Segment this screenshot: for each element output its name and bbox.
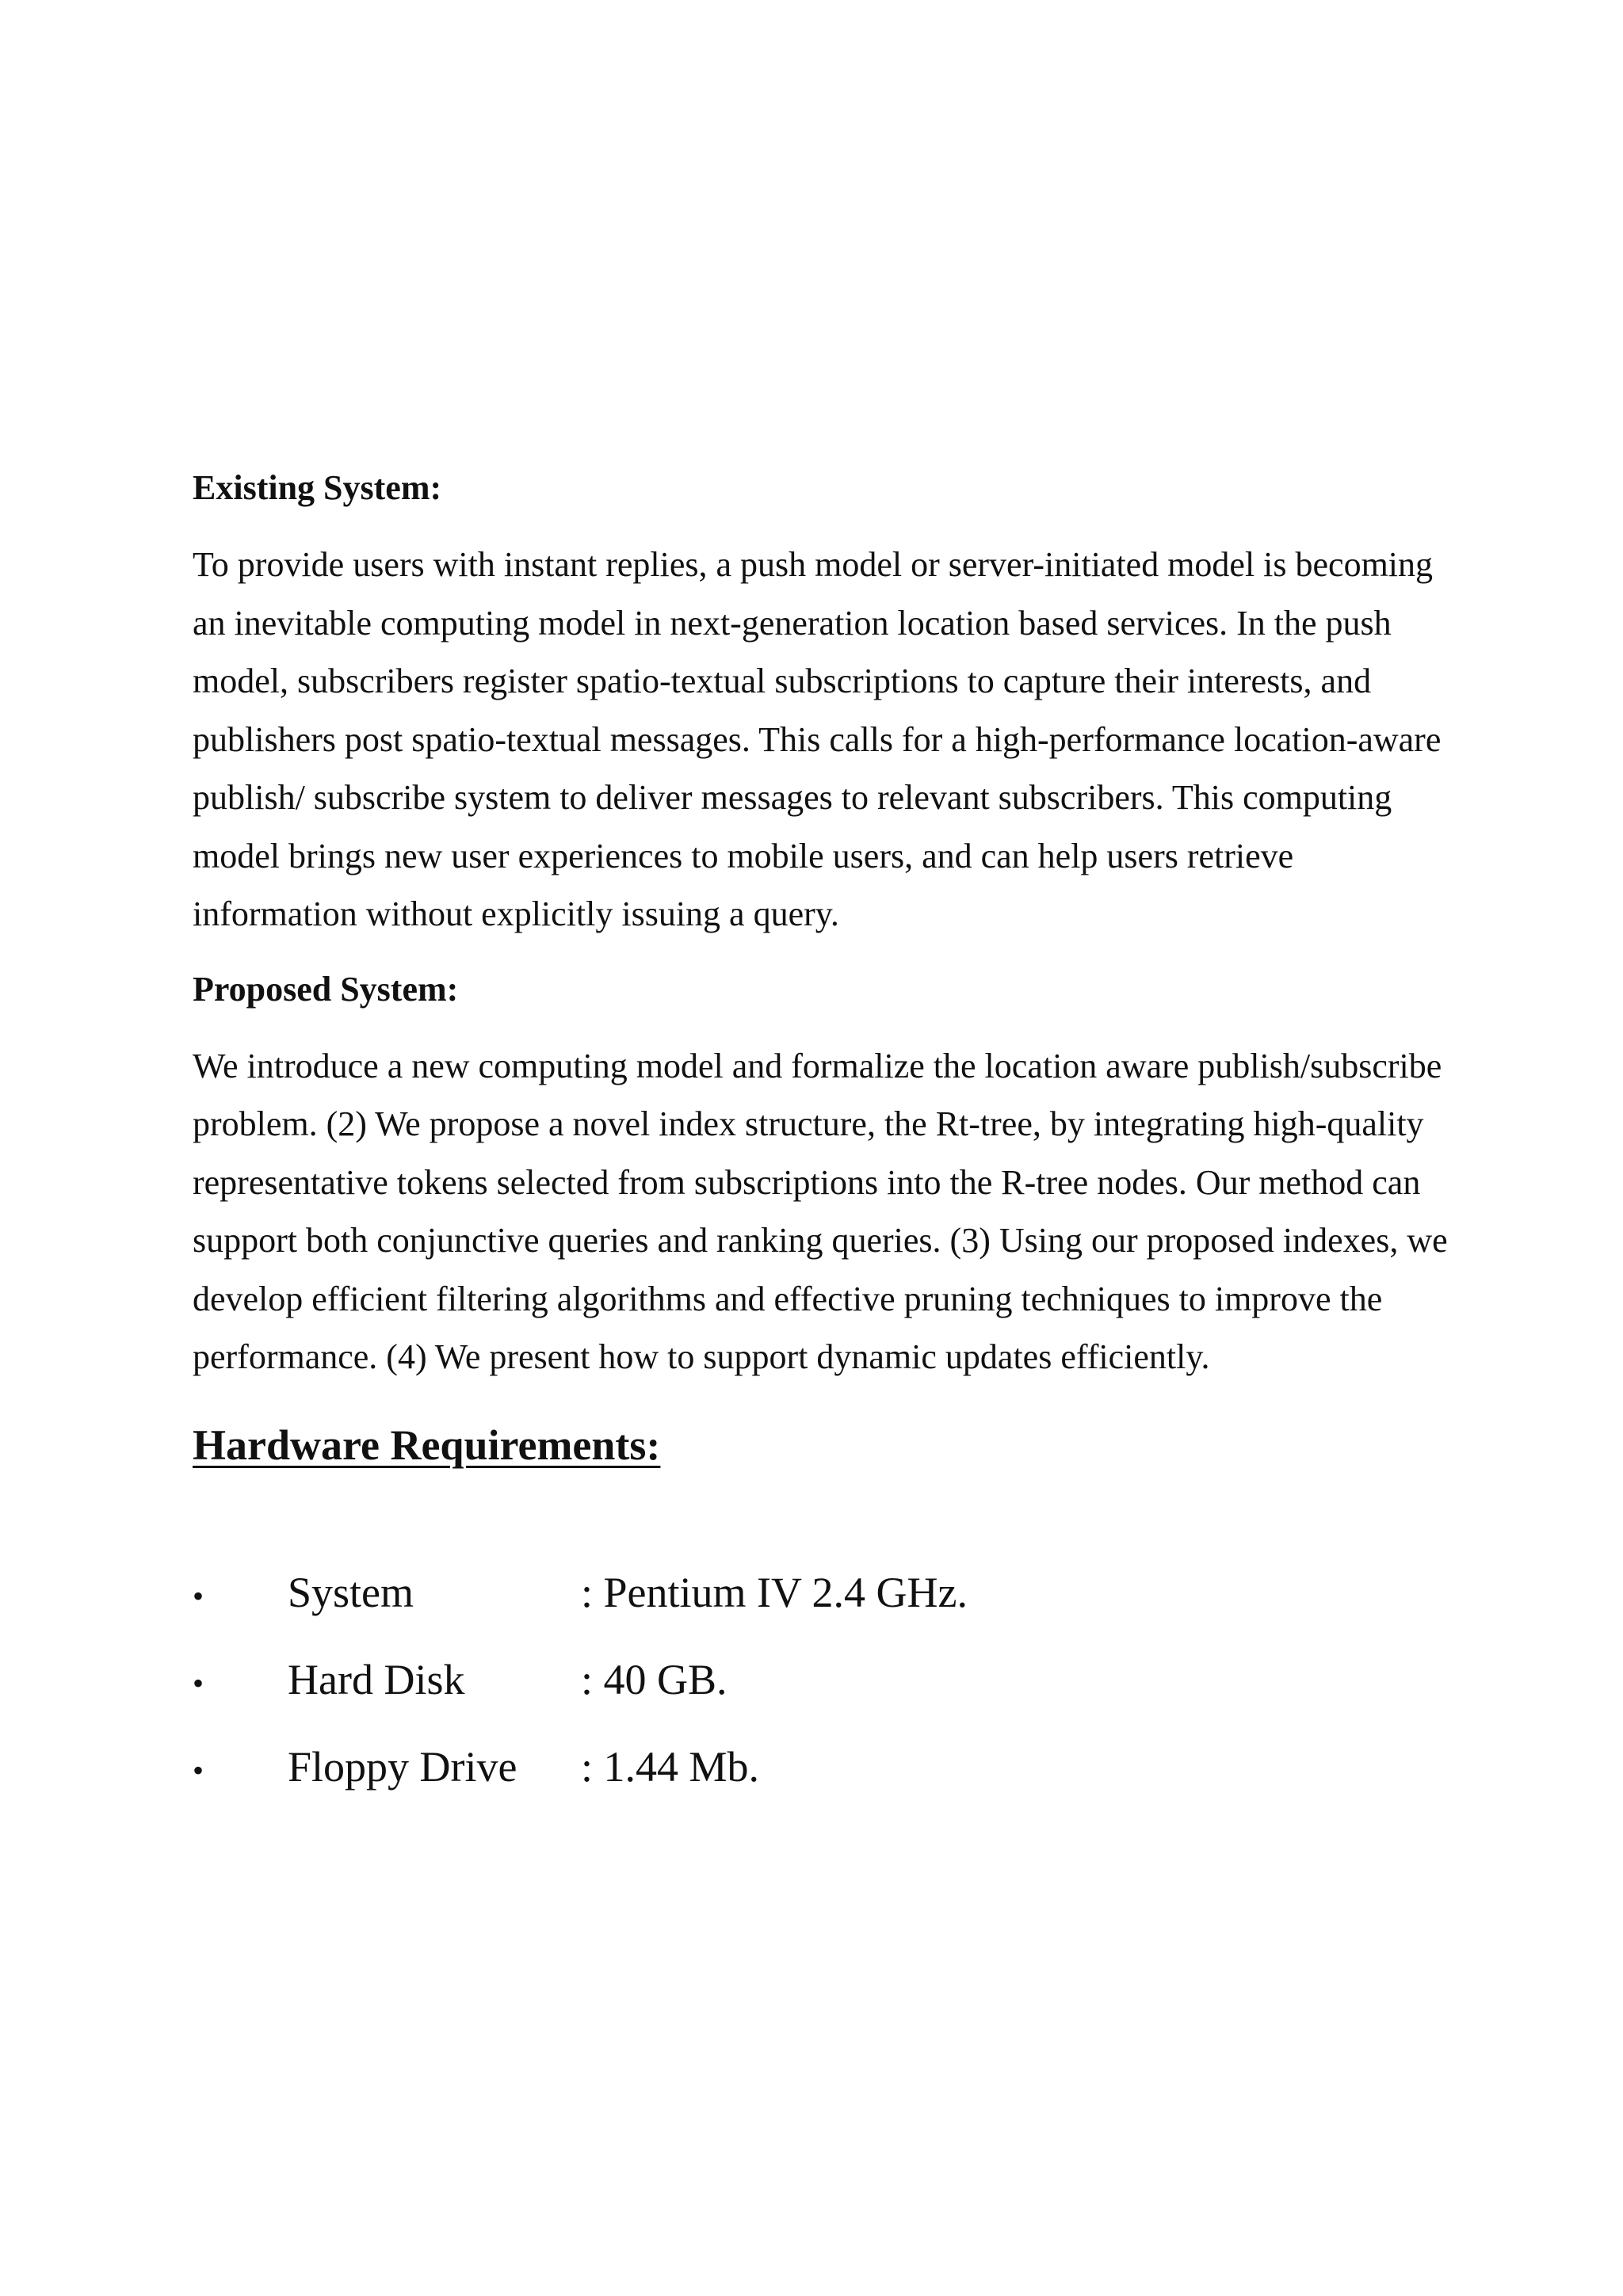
existing-system-paragraph: To provide users with instant replies, a push model or server-initiated model is becoming an inevitable computing model in next-generation location based services. In the push model, subscribers register spatio-textual subscriptions to capture their interests, and publishers post spatio-textual messages. This calls for a high-performance location-aware publish/ subscribe system to deliver messages to relevant subscribers. This computing model brings new user experiences to mobile users, and can help users retrieve information without explicitly issuing a query.	[193, 545, 1442, 933]
list-item	[193, 1561, 1461, 1648]
list-item	[193, 1735, 1461, 1822]
requirement-label: System	[288, 1568, 414, 1616]
requirement-value: : 40 GB.	[581, 1655, 727, 1703]
bullet-icon: •	[193, 1577, 204, 1614]
hardware-requirements-list	[193, 1561, 1461, 1822]
bullet-icon: •	[193, 1665, 204, 1701]
requirement-label: Floppy Drive	[288, 1742, 517, 1791]
requirement-label: Hard Disk	[288, 1655, 465, 1703]
hardware-requirements-heading: Hardware Requirements:	[193, 1421, 661, 1469]
list-item	[193, 1648, 1461, 1735]
requirement-value: : 1.44 Mb.	[581, 1742, 760, 1791]
bullet-icon: •	[193, 1752, 204, 1788]
proposed-system-heading: Proposed System:	[193, 969, 459, 1009]
requirement-value: : Pentium IV 2.4 GHz.	[581, 1568, 968, 1616]
page-content	[193, 460, 1461, 1822]
existing-system-heading: Existing System:	[193, 468, 442, 507]
proposed-system-paragraph: We introduce a new computing model and formalize the location aware publish/subscribe problem. (2) We propose a novel index structure, the Rt-tree, by integrating high-quality representative tokens selected from subscriptions into the R-tree nodes. Our method can support both conjunctive queries and ranking queries. (3) Using our proposed indexes, we develop efficient filtering algorithms and effective pruning techniques to improve the performance. (4) We present how to support dynamic updates efficiently.	[193, 1046, 1448, 1376]
